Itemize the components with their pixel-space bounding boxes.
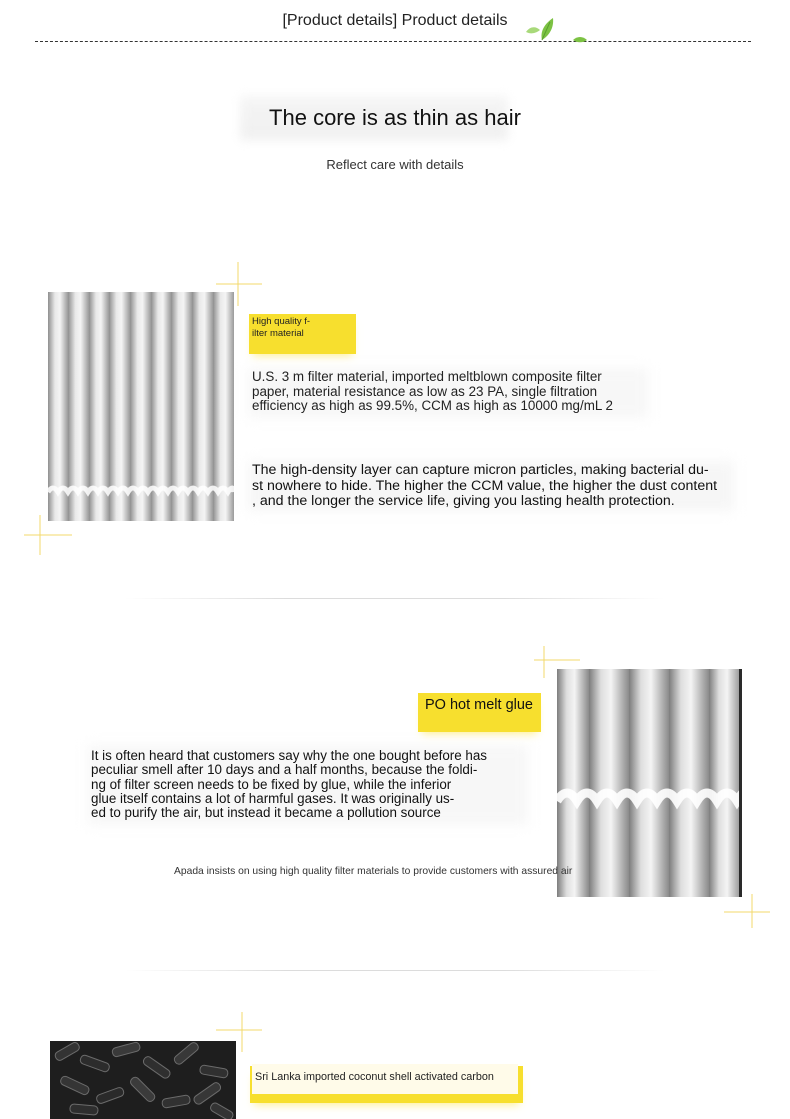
filter-material-description: U.S. 3 m filter material, imported meltblown composite filter paper, material resistance as low as 23 PA, single filtration efficiency as high as 99.5%, CCM as high as 10000 mg/mL 2 xyxy=(252,369,613,413)
large-filter-pleats xyxy=(557,669,742,897)
section-divider xyxy=(125,598,665,599)
hero-title: The core is as thin as hair xyxy=(269,105,521,130)
leaf-icon-small-leaf xyxy=(526,27,540,33)
hot-melt-glue-pleats-image xyxy=(557,669,742,897)
activated-carbon-image xyxy=(50,1041,236,1119)
image-edge xyxy=(739,669,742,897)
leaf-icon xyxy=(520,10,560,50)
brand-assurance-note: Apada insists on using high quality filter materials to provide customers with assured air xyxy=(174,866,573,877)
glue-bead-row xyxy=(48,488,234,492)
filter-capture-paragraph: The high-density layer can capture micron particles, making bacterial du- st nowhere to hide. The higher the CCM value, the higher the dust content , and the longer the service life, giving you lasting health protection. xyxy=(252,462,718,510)
filter-pleats-image xyxy=(48,292,234,521)
feature-badge-label: High quality f- ilter material xyxy=(252,316,311,339)
section-divider xyxy=(125,970,665,971)
feature-badge-label: Sri Lanka imported coconut shell activated carbon xyxy=(255,1071,494,1083)
glue-smell-paragraph: It is often heard that customers say why the one bought before has peculiar smell after 10 days and a half months, because the foldi- ng of filter screen needs to be fixed by glue, while the inferior glue itself contains a lot of harmful gases. It was originally us- ed to purify the air, but instead it became a pollution source xyxy=(91,748,488,821)
leaf-sprout-icon xyxy=(572,36,588,44)
page-header-title: [Product details] Product details xyxy=(282,12,508,29)
header-dashed-rule xyxy=(35,41,751,42)
feature-badge-label: PO hot melt glue xyxy=(425,697,533,713)
hero-subtitle: Reflect care with details xyxy=(326,157,464,172)
